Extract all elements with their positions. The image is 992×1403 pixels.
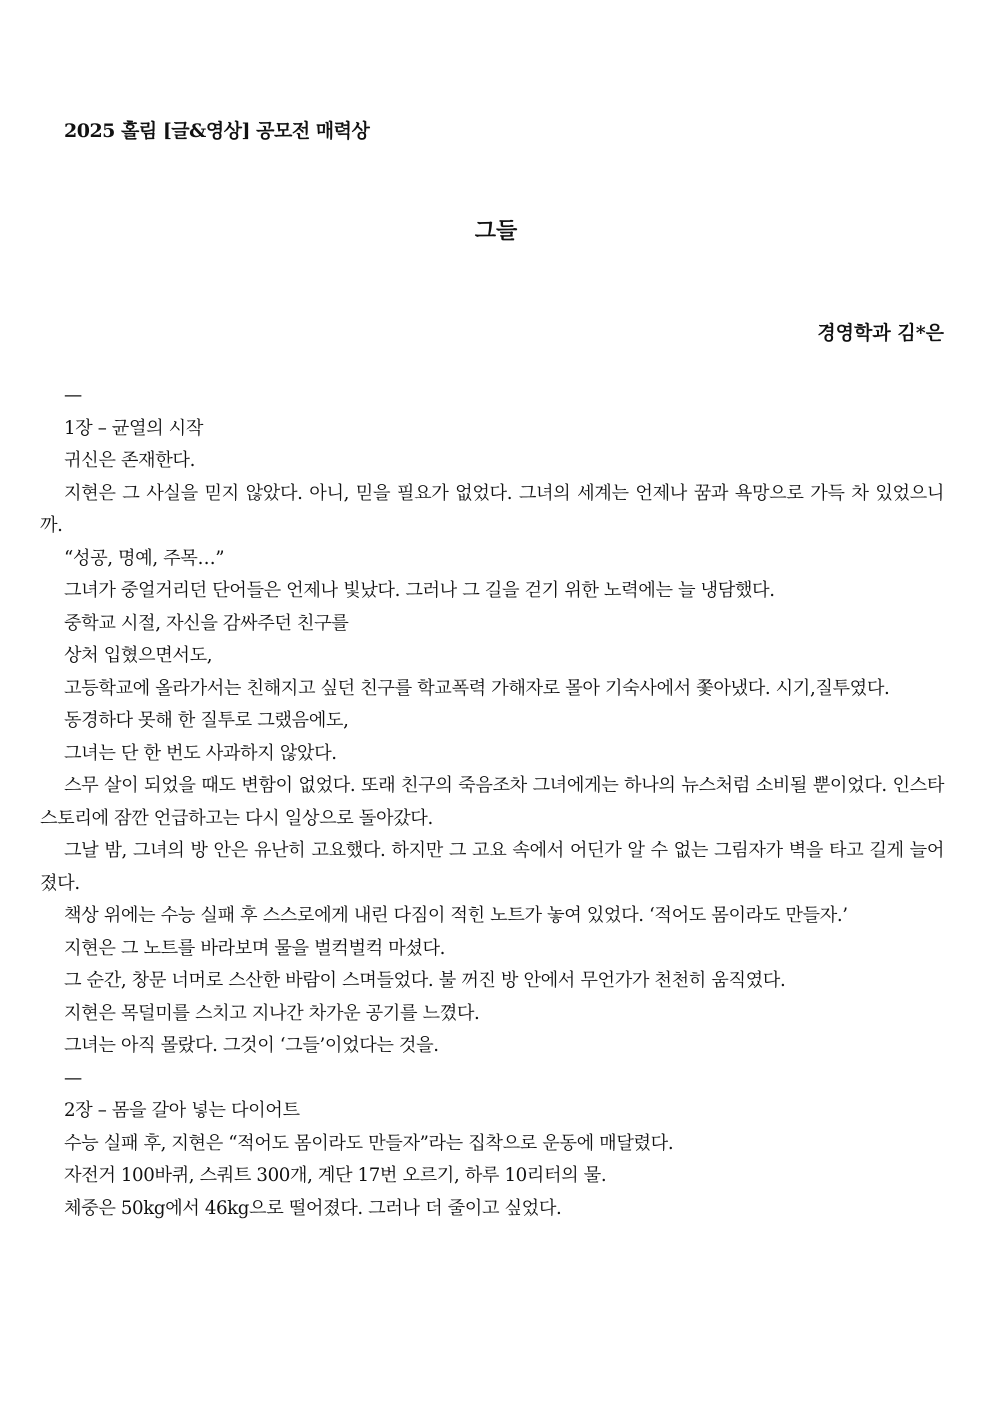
paragraph: 지현은 그 사실을 믿지 않았다. 아니, 믿을 필요가 없었다. 그녀의 세계는 언제나 꿈과 욕망으로 가득 차 있었으니까. bbox=[40, 482, 944, 536]
paragraph: 상처 입혔으면서도, bbox=[64, 645, 213, 666]
section-divider: — bbox=[64, 1067, 82, 1089]
paragraph: “성공, 명예, 주목…” bbox=[64, 547, 225, 569]
contest-header: 2025 홀림 [글&영상] 공모전 매력상 bbox=[64, 120, 370, 142]
paragraph: 자전거 100바퀴, 스쿼트 300개, 계단 17번 오르기, 하루 10리터의 물. bbox=[64, 1165, 607, 1186]
paragraph: 지현은 그 노트를 바라보며 물을 벌컥벌컥 마셨다. bbox=[64, 937, 446, 959]
paragraph: 수능 실패 후, 지현은 “적어도 몸이라도 만들자”라는 집착으로 운동에 매달렸다. bbox=[64, 1132, 674, 1154]
paragraph: 체중은 50kg에서 46kg으로 떨어졌다. 그러나 더 줄이고 싶었다. bbox=[64, 1197, 562, 1219]
paragraph: 중학교 시절, 자신을 감싸주던 친구를 bbox=[64, 612, 349, 634]
paragraph: 고등학교에 올라가서는 친해지고 싶던 친구를 학교폭력 가해자로 몰아 기숙사에서 쫓아냈다. 시기,질투였다. bbox=[64, 677, 890, 699]
story-body bbox=[40, 380, 944, 1225]
chapter-heading: 1장 – 균열의 시작 bbox=[64, 417, 204, 439]
chapter-heading: 2장 – 몸을 갈아 넣는 다이어트 bbox=[64, 1100, 300, 1121]
paragraph: 지현은 목덜미를 스치고 지나간 차가운 공기를 느꼈다. bbox=[64, 1002, 480, 1024]
paragraph: 동경하다 못해 한 질투로 그랬음에도, bbox=[64, 710, 349, 731]
paragraph: 귀신은 존재한다. bbox=[64, 450, 195, 471]
story-title: 그들 bbox=[474, 218, 518, 244]
paragraph: 그녀는 아직 몰랐다. 그것이 ‘그들’이었다는 것을. bbox=[64, 1035, 439, 1056]
paragraph: 그녀는 단 한 번도 사과하지 않았다. bbox=[64, 742, 337, 764]
paragraph: 스무 살이 되었을 때도 변함이 없었다. 또래 친구의 죽음조차 그녀에게는 하나의 뉴스처럼 소비될 뿐이었다. 인스타 스토리에 잠깐 언급하고는 다시 일상으로 돌아갔다. bbox=[40, 775, 944, 829]
section-divider: — bbox=[64, 385, 82, 406]
paragraph: 그날 밤, 그녀의 방 안은 유난히 고요했다. 하지만 그 고요 속에서 어딘가 알 수 없는 그림자가 벽을 타고 길게 늘어졌다. bbox=[40, 840, 944, 894]
paragraph: 그 순간, 창문 너머로 스산한 바람이 스며들었다. 불 꺼진 방 안에서 무언가가 천천히 움직였다. bbox=[64, 970, 786, 991]
paragraph: 책상 위에는 수능 실패 후 스스로에게 내린 다짐이 적힌 노트가 놓여 있었다. ‘적어도 몸이라도 만들자.’ bbox=[64, 905, 848, 926]
paragraph: 그녀가 중얼거리던 단어들은 언제나 빛났다. 그러나 그 길을 걷기 위한 노력에는 늘 냉담했다. bbox=[64, 580, 775, 601]
author-line: 경영학과 김*은 bbox=[817, 322, 944, 344]
